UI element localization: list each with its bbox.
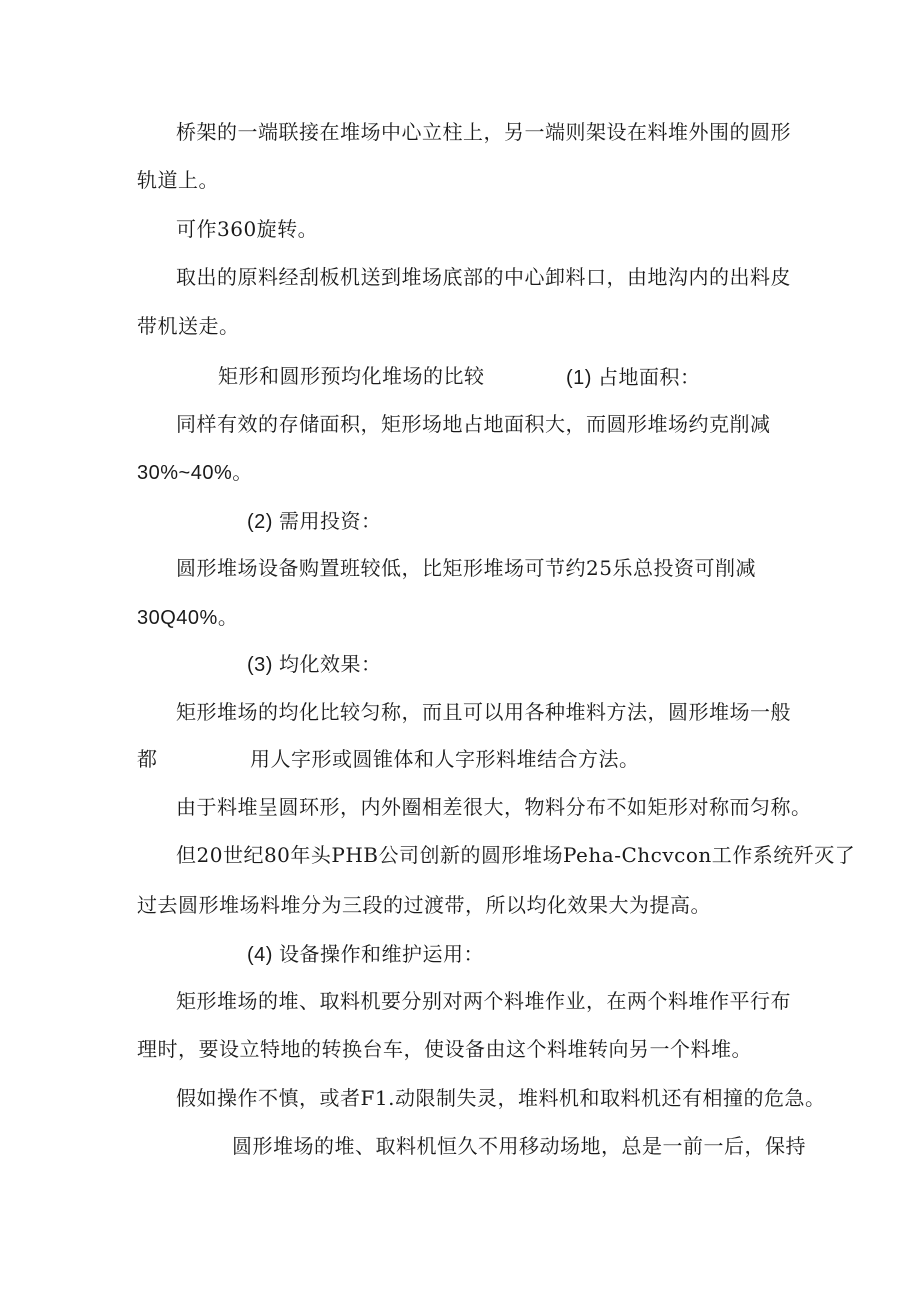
paragraph-line: 矩形堆场的均化比较匀称，而且可以用各种堆料方法，圆形堆场一般 <box>176 700 791 724</box>
paragraph-line: 30Q40%。 <box>137 607 239 629</box>
subsection-heading: (2) 需用投资： <box>247 511 382 533</box>
paragraph-line: 用人字形或圆锥体和人字形料堆结合方法。 <box>250 747 640 771</box>
subsection-heading: (1) 占地面积： <box>566 367 701 389</box>
paragraph-line: 轨道上。 <box>137 168 219 192</box>
paragraph-line: 矩形堆场的堆、取料机要分别对两个料堆作业，在两个料堆作平行布 <box>176 989 791 1013</box>
paragraph-line: 理时，要设立特地的转换台车，使设备由这个料堆转向另一个料堆。 <box>137 1037 752 1061</box>
subsection-heading: (4) 设备操作和维护运用： <box>247 944 484 966</box>
paragraph-line: 由于料堆呈圆环形，内外圈相差很大，物料分布不如矩形对称而匀称。 <box>176 795 812 819</box>
paragraph-line: 圆形堆场的堆、取料机恒久不用移动场地，总是一前一后，保持 <box>232 1134 806 1158</box>
paragraph-line: 带机送走。 <box>137 314 240 338</box>
paragraph-line: 取出的原料经刮板机送到堆场底部的中心卸料口，由地沟内的出料皮 <box>176 265 791 289</box>
paragraph-line: 都 <box>137 747 158 771</box>
paragraph-line: 同样有效的存储面积，矩形场地占地面积大，而圆形堆场约克削减 <box>176 412 771 436</box>
paragraph-line: 30%~40%。 <box>137 462 253 484</box>
paragraph-line: 圆形堆场设备购置班较低，比矩形堆场可节约25乐总投资可削减 <box>176 556 756 580</box>
paragraph-line: 桥架的一端联接在堆场中心立柱上，另一端则架设在料堆外围的圆形 <box>176 120 791 144</box>
section-heading: 矩形和圆形预均化堆场的比较 <box>218 364 485 388</box>
paragraph-line: 但20世纪80年头PHB公司创新的圆形堆场Peha-Chcvcon工作系统歼灭了 <box>176 843 856 867</box>
subsection-heading: (3) 均化效果： <box>247 654 382 676</box>
paragraph-line: 可作360旋转。 <box>176 217 319 241</box>
paragraph-line: 过去圆形堆场料堆分为三段的过渡带，所以均化效果大为提高。 <box>137 893 711 917</box>
paragraph-line: 假如操作不慎，或者F1.动限制失灵，堆料机和取料机还有相撞的危急。 <box>176 1086 826 1110</box>
